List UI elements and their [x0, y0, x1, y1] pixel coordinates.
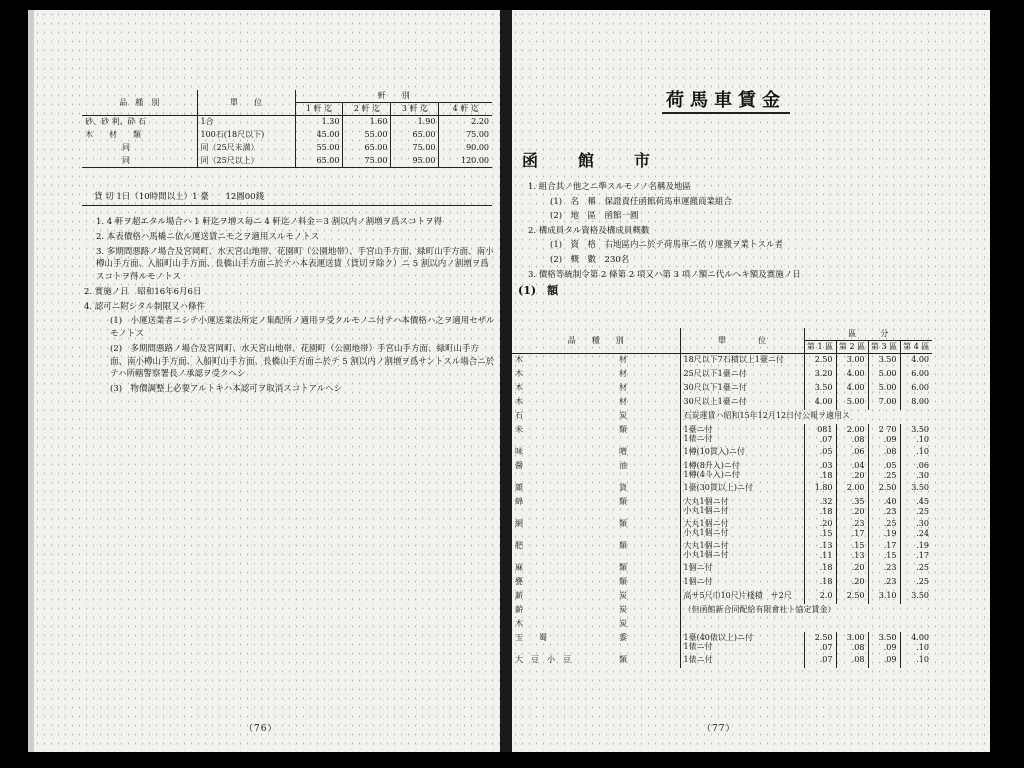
item-text: 大 豆 小 豆 — [515, 654, 571, 664]
value-cell: 2 70 .09 — [868, 424, 900, 446]
value-cell: 3.50 — [804, 382, 836, 396]
table-row — [512, 518, 932, 540]
value-cell: 6.00 — [911, 368, 929, 378]
item-cell — [512, 632, 680, 654]
item-text: 木 — [515, 355, 523, 364]
table-row — [512, 424, 932, 446]
value-cell: 2.50 .07 — [804, 632, 836, 654]
value-cell: 7.00 — [868, 396, 900, 410]
value-cell: 1.80 — [804, 482, 836, 496]
value-cell: 95.00 — [391, 155, 439, 168]
item-text: 木 — [515, 368, 523, 378]
item-text: 木 — [515, 618, 523, 628]
value-cell: .07 — [804, 654, 836, 668]
note-paragraph: 4. 認可ニ附シタル制限又ハ條件 — [84, 301, 205, 312]
item-cell — [512, 540, 680, 562]
item-text: 麻 — [515, 562, 523, 572]
unit-cell: 同（25尺以上） — [197, 155, 295, 168]
unit-cell: 100石(18尺以下) — [197, 129, 295, 142]
value-cell: 3.00 — [836, 354, 868, 368]
item-cell — [512, 618, 680, 632]
section-divider — [82, 205, 492, 206]
value-cell: .30 .24 — [916, 518, 929, 538]
value-cell: 5.00 — [868, 382, 900, 396]
table-row — [82, 129, 492, 142]
table-row — [82, 155, 492, 168]
item-text: 薪 — [515, 590, 523, 600]
item-cell — [512, 654, 680, 668]
value-cell: 8.00 — [911, 396, 929, 406]
value-cell: 3.50 — [868, 354, 900, 368]
value-cell: 2.0 — [804, 590, 836, 604]
unit-cell: 1個ニ付 — [680, 562, 804, 576]
page-title: 荷馬車賃金 — [662, 86, 790, 114]
item-text: 貨 — [619, 482, 627, 492]
value-cell: .35 .20 — [836, 496, 868, 518]
table-row — [512, 632, 932, 654]
right-rate-table — [512, 328, 932, 668]
value-cell: 1.60 — [343, 116, 391, 129]
item-text: 類 — [619, 424, 627, 434]
value-cell: 3.10 — [868, 590, 900, 604]
table-row — [512, 562, 932, 576]
value-cell: .40 .23 — [868, 496, 900, 518]
table-row — [512, 604, 932, 618]
value-cell: 120.00 — [439, 155, 492, 168]
item-text: 肥 — [515, 540, 523, 550]
value-cell: .17 .15 — [868, 540, 900, 562]
span-note-cell — [680, 618, 932, 632]
item-cell — [512, 446, 680, 460]
table-row — [512, 618, 932, 632]
note-line: 2. 構成員タル資格及構成員概數 — [528, 225, 650, 236]
item-text: 木 — [515, 396, 523, 406]
value-cell: .25 — [916, 576, 929, 586]
value-cell: 3.50 — [911, 482, 929, 492]
table-row — [82, 116, 492, 129]
table-row — [512, 446, 932, 460]
value-cell: 75.00 — [391, 142, 439, 155]
item-text: 炭 — [619, 590, 627, 600]
value-cell: 65.00 — [391, 129, 439, 142]
value-cell: .32 .18 — [804, 496, 836, 518]
value-cell: 4.00 .10 — [911, 632, 929, 652]
table-row — [512, 496, 932, 518]
value-cell: .20 — [836, 562, 868, 576]
book-gutter — [500, 10, 512, 752]
item-cell — [512, 562, 680, 576]
unit-cell: 大丸1個ニ付 小丸1個ニ付 — [680, 518, 804, 540]
item-cell — [512, 518, 680, 540]
left-page — [28, 10, 500, 752]
city-heading: 函 館 市 — [522, 151, 663, 170]
item-text: 綿 — [515, 496, 523, 506]
value-cell: 2.00 — [836, 482, 868, 496]
note-paragraph: (2) 多期間悪路ノ場合及宮岡町、水天宮山地帯、花園町（公園地帯）手宮山手方面、緑町山手方面、南小樽山手方面、入船町山手方面、長橋山手方面ニ於テ 5 割以内ノ割増ヲ爲サントスル場合ニ於テハ所轄警察署長ノ承認ヲ受クヘシ — [110, 343, 495, 380]
note-paragraph: (1) 小運送業者ニシテ小運送業法所定ノ集配所ノ適用ヲ受クルモノニ付テハ本價格ハ之ヲ適用セザルモノトス — [110, 316, 495, 339]
value-cell: .18 — [804, 562, 836, 576]
item-cell: 木 材 類 — [82, 129, 197, 142]
value-cell: .23 — [868, 562, 900, 576]
left-th-col: 4 軒 迄 — [439, 103, 492, 116]
unit-cell: 30尺以下1臺ニ付 — [680, 382, 804, 396]
item-cell: 同 — [82, 142, 197, 155]
value-cell: 3.20 — [804, 368, 836, 382]
item-cell: 同 — [82, 155, 197, 168]
rent-value: 12圓00錢 — [225, 192, 265, 202]
value-cell: 2.00 .08 — [836, 424, 868, 446]
item-text: 類 — [619, 496, 627, 506]
item-text: 黍 — [619, 632, 627, 642]
item-text: 噌 — [619, 446, 627, 456]
item-text: 薪 — [515, 604, 523, 614]
span-note-cell: 石炭運賃ハ昭和15年12月12日付公報ヲ適用ス — [683, 410, 851, 420]
unit-cell: 同（25尺未満） — [197, 142, 295, 155]
item-cell — [512, 576, 680, 590]
value-cell: 081 .07 — [804, 424, 836, 446]
item-text: 類 — [619, 654, 627, 664]
table-row — [512, 576, 932, 590]
right-th-group: 區 分 — [804, 328, 932, 341]
value-cell: .25 — [916, 562, 929, 572]
right-notes — [518, 180, 968, 301]
item-cell: 砂、砂 利、砕 石 — [82, 116, 197, 129]
rent-label: 貸 切 1日（10時間以上）1 臺 — [94, 192, 209, 202]
unit-cell: 大丸1個ニ付 小丸1個ニ付 — [680, 540, 804, 562]
item-text: 炭 — [619, 618, 627, 628]
unit-cell: 大丸1個ニ付 小丸1個ニ付 — [680, 496, 804, 518]
note-line: (1) 資 格 右地區内ニ於テ荷馬車ニ依リ運搬ヲ業トスル者 — [550, 240, 783, 251]
item-text: 材 — [619, 355, 627, 364]
rent-line — [82, 186, 492, 206]
value-cell: 2.50 — [868, 482, 900, 496]
item-text: 類 — [619, 562, 627, 572]
value-cell: .23 — [868, 576, 900, 590]
right-page — [512, 10, 990, 752]
value-cell: 55.00 — [343, 129, 391, 142]
table-row — [512, 460, 932, 482]
item-text: 類 — [619, 576, 627, 586]
left-th-unit: 單 位 — [197, 90, 295, 116]
value-cell: 3.50 .09 — [868, 632, 900, 654]
right-th-col: 第 2 區 — [836, 341, 868, 354]
unit-cell: 1臺(30貫以上)ニ付 — [680, 482, 804, 496]
value-cell: 6.00 — [911, 382, 929, 392]
value-cell: 75.00 — [343, 155, 391, 168]
page-number: （77） — [702, 724, 736, 734]
right-th-col: 第 4 區 — [900, 341, 932, 354]
value-cell: 3.00 .08 — [836, 632, 868, 654]
left-notes — [84, 216, 496, 398]
item-text: 材 — [619, 382, 627, 392]
unit-cell: 1個ニ付 — [680, 576, 804, 590]
value-cell: .45 .25 — [916, 496, 929, 516]
item-text: 甕 — [515, 576, 523, 586]
item-cell — [512, 382, 680, 396]
left-th-item: 品 種 別 — [82, 90, 197, 116]
value-cell: 2.50 — [836, 590, 868, 604]
item-text: 石 — [515, 410, 523, 420]
note-line: 3. 價格等統制令第 2 條第 2 項又ハ第 3 項ノ額ニ代ルヘキ額及實施ノ日 — [528, 269, 801, 280]
table-row — [512, 354, 932, 368]
value-cell: 45.00 — [295, 129, 343, 142]
value-cell: 75.00 — [466, 130, 489, 139]
note-paragraph: 1. 4 軒ヲ超エタル場合ハ 1 軒迄ヲ増ス毎ニ 4 軒迄ノ料金＝3 割以内ノ割増ヲ爲スコトヲ得 — [96, 217, 443, 227]
unit-cell: 18尺以下7石積以上1臺ニ付 — [680, 354, 804, 368]
value-cell: 4.00 — [836, 382, 868, 396]
value-cell: .23 .17 — [836, 518, 868, 540]
value-cell: .10 — [916, 654, 929, 664]
item-text: 雜 — [515, 482, 523, 492]
value-cell: .19 .17 — [916, 540, 929, 560]
value-cell: 1.30 — [295, 116, 343, 129]
note-line: (1) 額 — [518, 284, 559, 298]
value-cell: .08 — [836, 654, 868, 668]
value-cell: 4.00 — [836, 368, 868, 382]
table-row — [82, 142, 492, 155]
right-th-col: 第 3 區 — [868, 341, 900, 354]
item-cell — [512, 368, 680, 382]
item-text: 炭 — [619, 410, 627, 420]
right-th-unit: 單 位 — [680, 328, 804, 354]
note-paragraph: 2. 本表價格ハ馬橇ニ依ル運送賃ニモ之ヲ適用スルモノトス — [96, 231, 320, 242]
unit-cell: 30尺以上1臺ニ付 — [680, 396, 804, 410]
value-cell: .20 .15 — [804, 518, 836, 540]
value-cell: .25 .19 — [868, 518, 900, 540]
value-cell: 90.00 — [466, 143, 489, 152]
item-cell — [512, 604, 680, 618]
table-row — [512, 382, 932, 396]
left-rate-table — [82, 90, 492, 168]
unit-cell: 1樽(10貫入)ニ付 — [680, 446, 804, 460]
value-cell: .06 .30 — [916, 460, 929, 480]
table-row — [512, 368, 932, 382]
page-number: （76） — [244, 724, 278, 734]
right-th-item: 品 種 別 — [512, 328, 680, 354]
value-cell: 4.00 — [911, 355, 929, 364]
item-text: 材 — [619, 396, 627, 406]
note-line: 1. 組合其ノ他之ニ準スルモノノ名稱及地區 — [528, 182, 692, 192]
item-text: 炭 — [619, 604, 627, 614]
unit-cell: 1俵ニ付 — [680, 654, 804, 668]
value-cell: 65.00 — [295, 155, 343, 168]
value-cell: 3.50 .10 — [911, 424, 929, 444]
value-cell: .03 .18 — [804, 460, 836, 482]
right-th-col: 第 1 區 — [804, 341, 836, 354]
item-text: 類 — [619, 540, 627, 550]
item-cell — [512, 410, 680, 424]
left-th-col: 3 軒 迄 — [391, 103, 439, 116]
item-text: 味 — [515, 446, 523, 456]
item-text: 材 — [619, 368, 627, 378]
value-cell: 1.90 — [391, 116, 439, 129]
value-cell: .13 .11 — [804, 540, 836, 562]
value-cell: 2.20 — [471, 117, 489, 127]
item-cell — [512, 496, 680, 518]
item-cell — [512, 424, 680, 446]
value-cell: .20 — [836, 576, 868, 590]
value-cell: .05 — [804, 446, 836, 460]
note-paragraph: 2. 實施ノ日 昭和16年6月6日 — [84, 286, 202, 297]
left-th-group: 軒 別 — [295, 90, 492, 103]
table-row — [512, 482, 932, 496]
item-text: 米 — [515, 424, 523, 434]
value-cell: .10 — [916, 446, 929, 456]
value-cell: 5.00 — [836, 396, 868, 410]
unit-cell: 1合 — [197, 116, 295, 129]
item-text: 網 — [515, 518, 523, 528]
note-line: (2) 概 數 230名 — [550, 255, 630, 266]
value-cell: .18 — [804, 576, 836, 590]
table-row — [512, 540, 932, 562]
value-cell: 5.00 — [868, 368, 900, 382]
value-cell: .06 — [836, 446, 868, 460]
table-row — [512, 396, 932, 410]
value-cell: .08 — [868, 446, 900, 460]
value-cell: .15 .13 — [836, 540, 868, 562]
unit-cell: 1樽(8升入)ニ付 1樽(4斗入)ニ付 — [680, 460, 804, 482]
item-cell — [512, 396, 680, 410]
value-cell: .09 — [868, 654, 900, 668]
value-cell: 2.50 — [804, 354, 836, 368]
table-row — [512, 410, 932, 424]
table-row — [512, 590, 932, 604]
note-paragraph: 3. 多期間悪路ノ場合及宮岡町、水天宮山地帯、花園町（公園地帯）、手宮山手方面、緑町山手方面、南小樽山手方面、入船町山手方面、長橋山手方面ニ於テハ本表運送賃（貸切ヲ除ク）ニ 5 割以内ノ割増ヲ爲スコトヲ得ルモノトス — [96, 246, 494, 282]
item-text: 木 — [515, 382, 523, 392]
left-th-col: 2 軒 迄 — [343, 103, 391, 116]
item-cell — [512, 590, 680, 604]
value-cell: 4.00 — [804, 396, 836, 410]
note-paragraph: (3) 物價調整上必要アルトキハ本認可ヲ取消スコトアルヘシ — [110, 384, 343, 394]
item-text: 醤 — [515, 460, 523, 470]
unit-cell: 高サ5尺巾10尺片棧積 サ2尺 — [680, 590, 804, 604]
value-cell: .05 .25 — [868, 460, 900, 482]
item-cell — [512, 482, 680, 496]
value-cell: 3.50 — [911, 590, 929, 600]
item-text: 油 — [619, 460, 627, 470]
item-text: 玉 蜀 — [515, 632, 547, 642]
unit-cell: 1臺ニ付 1俵ニ付 — [680, 424, 804, 446]
item-cell — [512, 354, 680, 368]
value-cell: 55.00 — [295, 142, 343, 155]
item-cell — [512, 460, 680, 482]
table-row — [512, 654, 932, 668]
unit-cell: 1臺(40俵以上)ニ付 1俵ニ付 — [680, 632, 804, 654]
item-text: 類 — [619, 518, 627, 528]
span-note-cell: （但函館新合同配給有限會社ト協定賃金） — [683, 604, 836, 614]
left-th-col: 1 軒 迄 — [295, 103, 343, 116]
value-cell: 65.00 — [343, 142, 391, 155]
note-line: (1) 名 稱 保證責任函館荷馬車運搬商業組合 — [550, 196, 733, 207]
value-cell: .04 .20 — [836, 460, 868, 482]
note-line: (2) 地 區 函館一圓 — [550, 211, 639, 222]
unit-cell: 25尺以下1臺ニ付 — [680, 368, 804, 382]
